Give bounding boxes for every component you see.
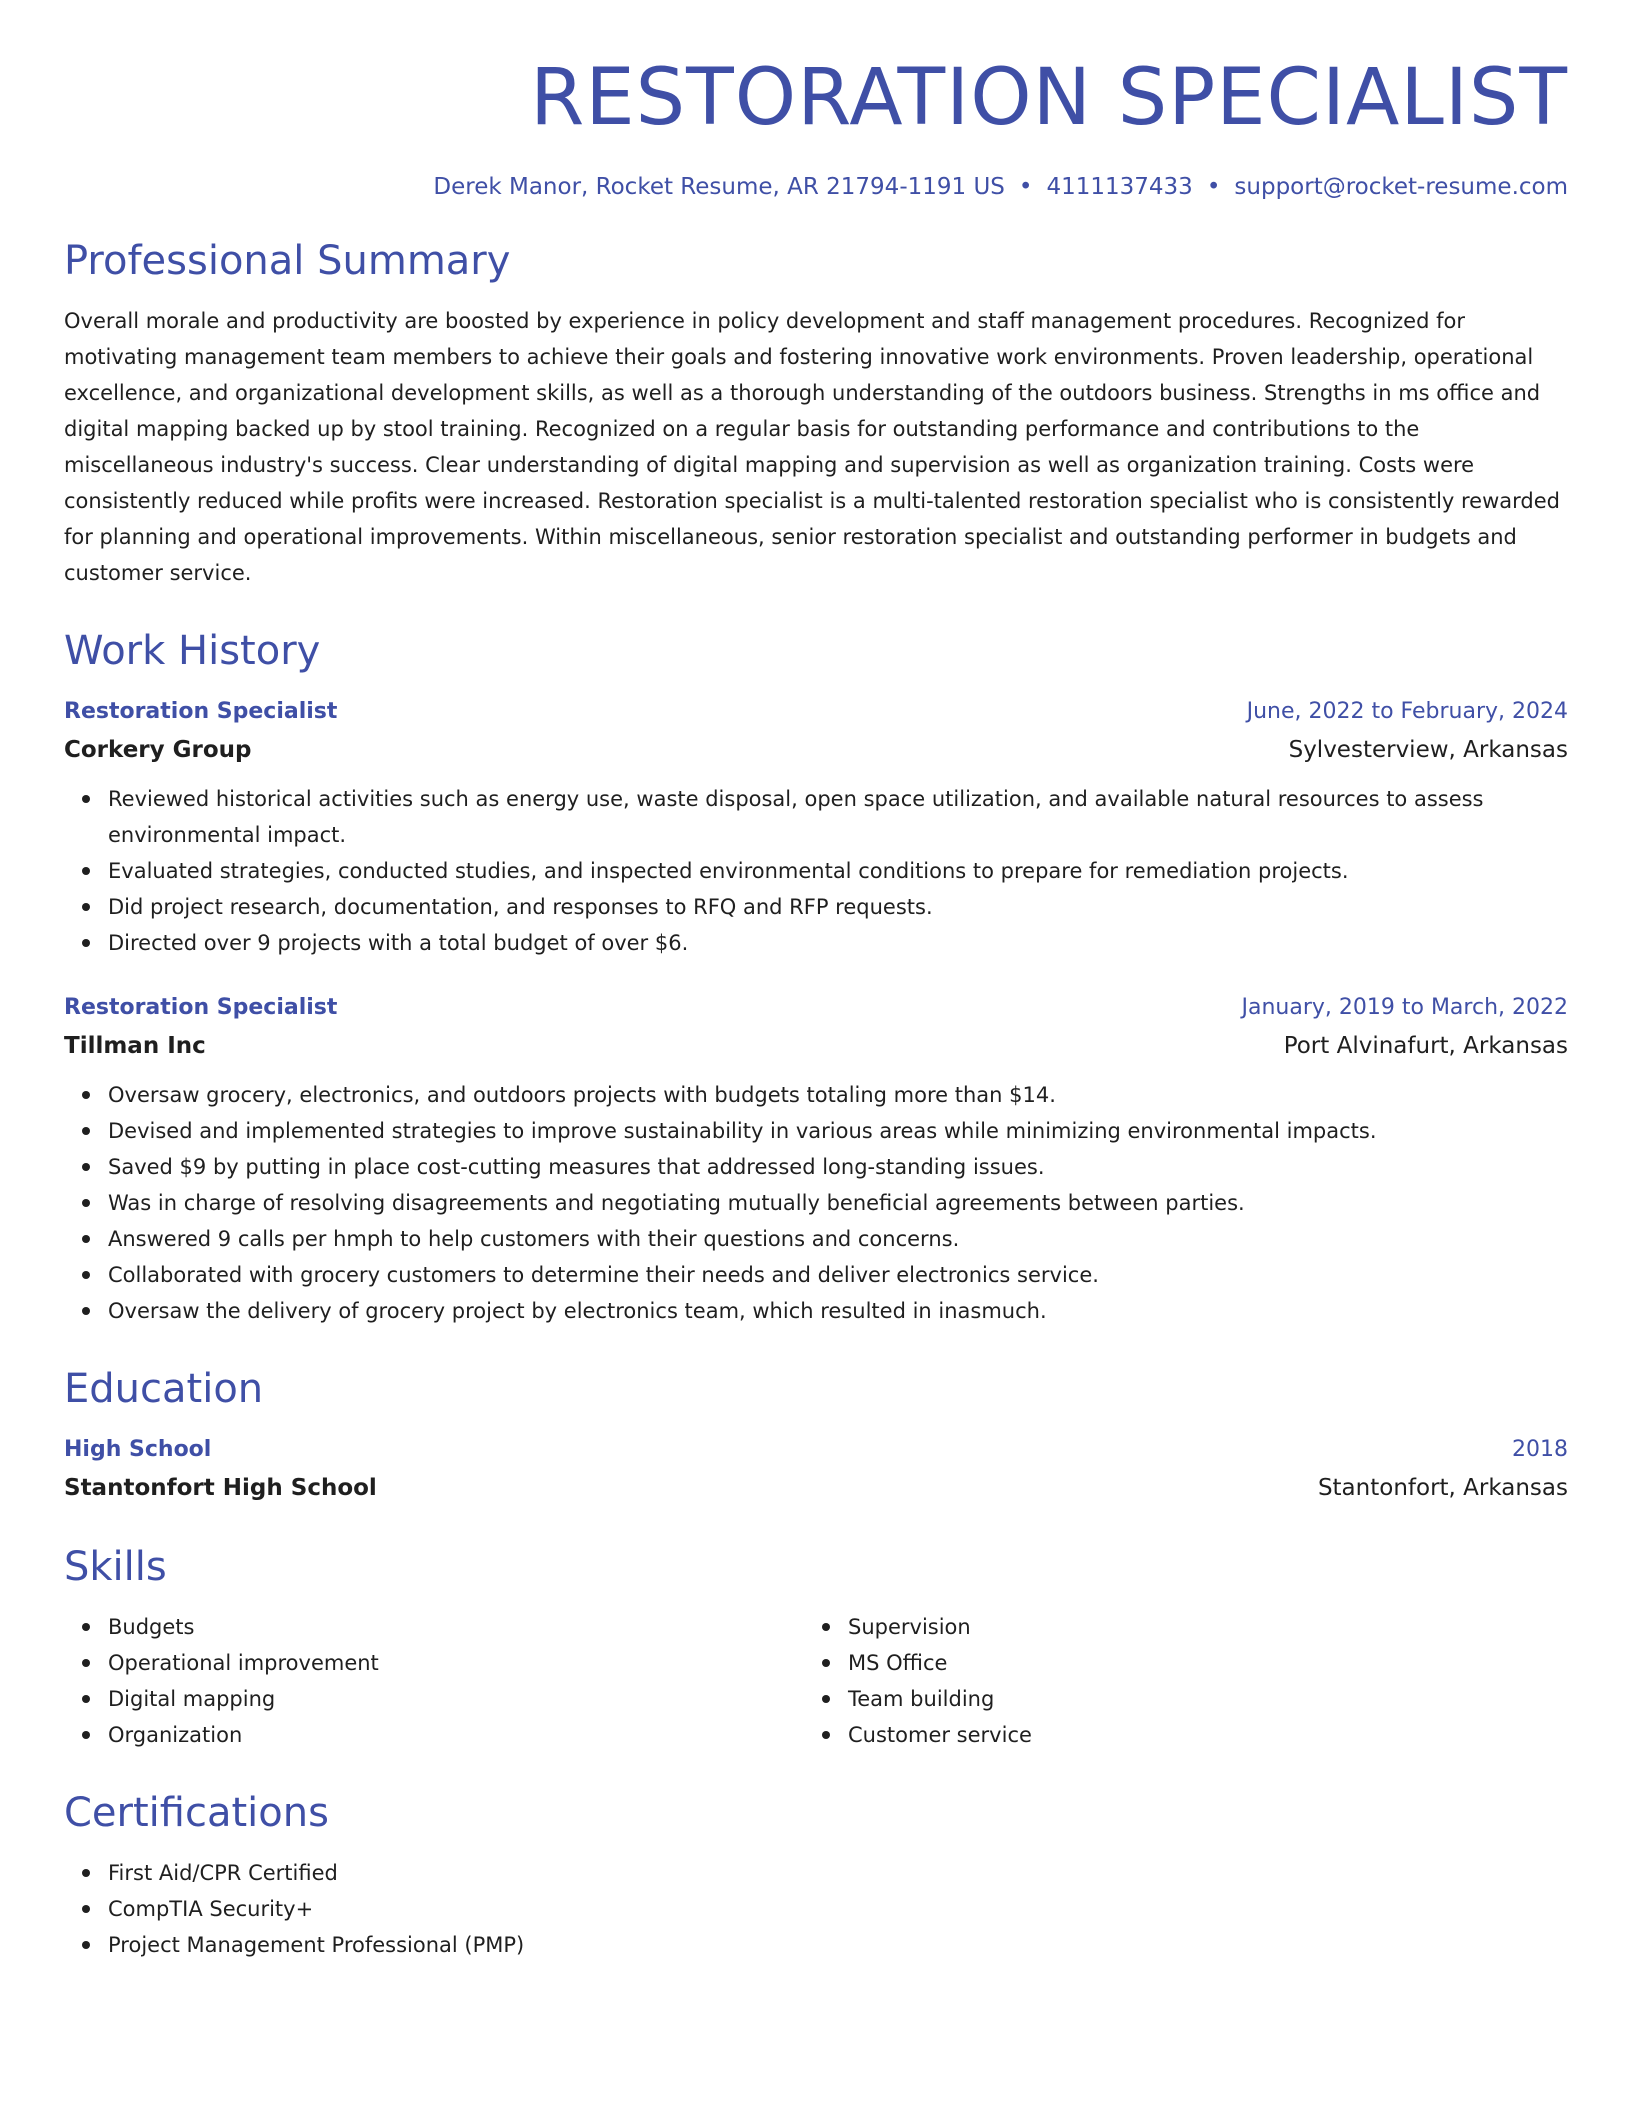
education-school-row bbox=[64, 1469, 1568, 1507]
skills-list-right bbox=[804, 1609, 1544, 1753]
job-title: Restoration Specialist bbox=[64, 699, 338, 725]
resume-header bbox=[64, 53, 1568, 201]
job-bullet: Answered 9 calls per hmph to help customers with their questions and concerns. bbox=[108, 1221, 1568, 1257]
job-title-row bbox=[64, 693, 1568, 731]
job-bullet: Evaluated strategies, conducted studies, and inspected environmental conditions to prepare for remediation projects. bbox=[108, 853, 1568, 889]
job-bullet: Was in charge of resolving disagreements and negotiating mutually beneficial agreements between parties. bbox=[108, 1185, 1568, 1221]
certifications-heading: Certifications bbox=[64, 1790, 329, 1837]
contact-separator: • bbox=[1206, 173, 1221, 200]
summary-section bbox=[64, 237, 1568, 591]
contact-line bbox=[64, 174, 1568, 202]
work-history-heading: Work History bbox=[64, 628, 321, 675]
skill-item: Supervision bbox=[848, 1609, 1544, 1645]
skill-item: Team building bbox=[848, 1681, 1544, 1717]
job-entry bbox=[64, 989, 1568, 1329]
job-bullet: Directed over 9 projects with a total budget of over $6. bbox=[108, 925, 1568, 961]
contact-separator: • bbox=[1018, 173, 1033, 200]
contact-phone: 4111137433 bbox=[1046, 173, 1193, 200]
education-degree-row bbox=[64, 1431, 1568, 1469]
certifications-section bbox=[64, 1789, 1568, 1963]
skill-item: MS Office bbox=[848, 1645, 1544, 1681]
certifications-list bbox=[64, 1855, 1568, 1963]
education-heading: Education bbox=[64, 1366, 264, 1413]
job-bullets bbox=[64, 781, 1568, 961]
job-bullet: Reviewed historical activities such as energy use, waste disposal, open space utilization, and available natural resources to assess environmental impact. bbox=[108, 781, 1568, 853]
education-year: 2018 bbox=[1512, 1437, 1568, 1463]
contact-email[interactable]: support@rocket-resume.com bbox=[1234, 173, 1568, 200]
skills-heading: Skills bbox=[64, 1544, 167, 1591]
resume-title: RESTORATION SPECIALIST bbox=[530, 53, 1568, 143]
job-entry bbox=[64, 693, 1568, 961]
education-degree: High School bbox=[64, 1437, 212, 1463]
summary-text: Overall morale and productivity are boosted by experience in policy development and staff management procedures. Recognized for motivating management team members to achieve their goals and fostering innovative work environments. Proven leadership, operational excellence, and organizational development skills, as well as a thorough understanding of the outdoors business. Strengths in ms office and digital mapping backed up by stool training. Recognized on a regular basis for outstanding performance and contributions to the miscellaneous industry's success. Clear understanding of digital mapping and supervision as well as organization training. Costs were consistently reduced while profits were increased. Restoration specialist is a multi-talented restoration specialist who is consistently rewarded for planning and operational improvements. Within miscellaneous, senior restoration specialist and outstanding performer in budgets and customer service. bbox=[64, 309, 1560, 586]
job-company: Tillman Inc bbox=[64, 1033, 206, 1060]
job-company-row bbox=[64, 731, 1568, 769]
job-location: Sylvesterview, Arkansas bbox=[1288, 737, 1568, 764]
education-location: Stantonfort, Arkansas bbox=[1317, 1475, 1568, 1502]
certification-item: CompTIA Security+ bbox=[108, 1891, 1568, 1927]
certification-item: Project Management Professional (PMP) bbox=[108, 1927, 1568, 1963]
job-bullet: Devised and implemented strategies to improve sustainability in various areas while minimizing environmental impacts. bbox=[108, 1113, 1568, 1149]
skills-list-left bbox=[64, 1609, 804, 1753]
work-history-section bbox=[64, 627, 1568, 1329]
skills-columns bbox=[64, 1609, 1568, 1753]
job-bullet: Oversaw grocery, electronics, and outdoors projects with budgets totaling more than $14. bbox=[108, 1077, 1568, 1113]
certification-item: First Aid/CPR Certified bbox=[108, 1855, 1568, 1891]
job-title-row bbox=[64, 989, 1568, 1027]
job-company-row bbox=[64, 1027, 1568, 1065]
skill-item: Organization bbox=[108, 1717, 804, 1753]
education-school: Stantonfort High School bbox=[64, 1475, 377, 1502]
job-dates: January, 2019 to March, 2022 bbox=[1241, 995, 1568, 1021]
job-bullets bbox=[64, 1077, 1568, 1329]
job-bullet: Did project research, documentation, and responses to RFQ and RFP requests. bbox=[108, 889, 1568, 925]
job-bullet: Collaborated with grocery customers to determine their needs and deliver electronics service. bbox=[108, 1257, 1568, 1293]
job-bullet: Oversaw the delivery of grocery project by electronics team, which resulted in inasmuch. bbox=[108, 1293, 1568, 1329]
job-bullet: Saved $9 by putting in place cost-cutting measures that addressed long-standing issues. bbox=[108, 1149, 1568, 1185]
skills-section bbox=[64, 1543, 1568, 1753]
skill-item: Budgets bbox=[108, 1609, 804, 1645]
job-location: Port Alvinafurt, Arkansas bbox=[1283, 1033, 1568, 1060]
job-title: Restoration Specialist bbox=[64, 995, 338, 1021]
skill-item: Operational improvement bbox=[108, 1645, 804, 1681]
summary-heading: Professional Summary bbox=[64, 238, 511, 285]
job-dates: June, 2022 to February, 2024 bbox=[1246, 699, 1568, 725]
contact-address: Derek Manor, Rocket Resume, AR 21794-1191 US bbox=[433, 173, 1005, 200]
job-company: Corkery Group bbox=[64, 737, 252, 764]
education-section bbox=[64, 1365, 1568, 1507]
skill-item: Customer service bbox=[848, 1717, 1544, 1753]
skill-item: Digital mapping bbox=[108, 1681, 804, 1717]
